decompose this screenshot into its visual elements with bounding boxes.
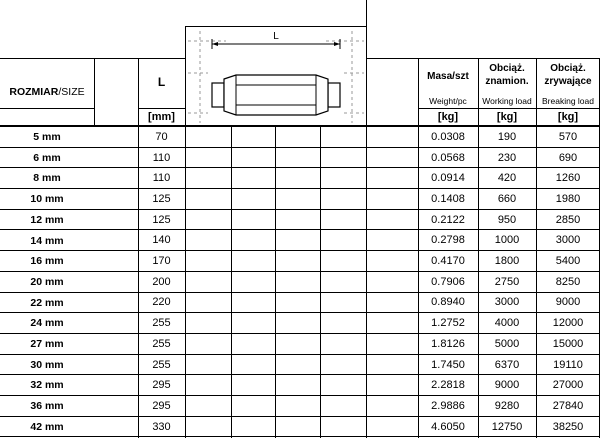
working-load-cell: 230 bbox=[497, 151, 517, 164]
size-header bbox=[0, 84, 94, 100]
size-cell: 36 mm bbox=[30, 400, 64, 413]
length-cell: 110 bbox=[152, 172, 171, 185]
size-cell: 16 mm bbox=[30, 255, 64, 268]
working-load-cell: 420 bbox=[497, 172, 517, 185]
size-cell: 24 mm bbox=[30, 317, 64, 330]
mass-cell: 0.2122 bbox=[431, 213, 465, 226]
length-cell: 70 bbox=[155, 130, 168, 143]
mass-cell: 1.2752 bbox=[431, 317, 465, 330]
breaking-load-cell: 1980 bbox=[555, 192, 581, 205]
size-cell: 8 mm bbox=[33, 172, 61, 185]
bl-header-line1: Obciąż. bbox=[550, 63, 586, 74]
table-row bbox=[0, 313, 600, 334]
size-cell: 5 mm bbox=[33, 131, 61, 144]
mass-cell: 0.0308 bbox=[431, 130, 465, 143]
length-cell: 200 bbox=[152, 275, 171, 288]
breaking-load-cell: 12000 bbox=[552, 317, 584, 330]
working-load-cell: 9280 bbox=[494, 399, 520, 412]
mass-subheader: Weight/pc bbox=[429, 95, 467, 106]
mass-cell: 0.0568 bbox=[431, 151, 465, 164]
breaking-load-cell: 3000 bbox=[555, 234, 581, 247]
size-cell: 12 mm bbox=[30, 213, 64, 226]
length-cell: 170 bbox=[152, 255, 171, 268]
breaking-load-cell: 8250 bbox=[555, 275, 581, 288]
size-cell: 6 mm bbox=[33, 151, 61, 164]
bl-subheader: Breaking load bbox=[542, 95, 594, 106]
mass-cell: 0.1408 bbox=[431, 192, 465, 205]
table-row bbox=[0, 231, 600, 252]
table-row bbox=[0, 396, 600, 417]
table-row bbox=[0, 148, 600, 169]
size-cell: 22 mm bbox=[30, 296, 64, 309]
table-row bbox=[0, 210, 600, 231]
working-load-cell: 660 bbox=[497, 192, 517, 205]
wl-header-line1: Obciąż. bbox=[489, 63, 525, 74]
breaking-load-cell: 27840 bbox=[552, 399, 584, 412]
working-load-cell: 12750 bbox=[491, 420, 523, 433]
wl-subheader: Working load bbox=[482, 95, 532, 106]
size-cell: 32 mm bbox=[30, 379, 64, 392]
length-cell: 330 bbox=[152, 420, 171, 433]
working-load-cell: 1000 bbox=[494, 234, 520, 247]
size-cell: 27 mm bbox=[30, 338, 64, 351]
length-cell: 125 bbox=[152, 192, 171, 205]
working-load-cell: 1800 bbox=[494, 255, 520, 268]
breaking-load-cell: 27000 bbox=[552, 379, 584, 392]
working-load-cell: 4000 bbox=[494, 317, 520, 330]
working-load-cell: 9000 bbox=[494, 379, 520, 392]
table-row bbox=[0, 334, 600, 355]
size-cell: 20 mm bbox=[30, 275, 64, 288]
mass-cell: 4.6050 bbox=[431, 420, 465, 433]
length-header: L bbox=[157, 75, 166, 89]
working-load-cell: 3000 bbox=[494, 296, 520, 309]
length-unit: [mm] bbox=[148, 110, 175, 123]
size-header-bold: ROZMIAR bbox=[9, 85, 59, 98]
bl-header-line2: zrywające bbox=[544, 76, 592, 87]
table-row bbox=[0, 417, 600, 438]
mass-cell: 2.9886 bbox=[431, 399, 465, 412]
header-top-border-right bbox=[366, 58, 600, 59]
table-row bbox=[0, 375, 600, 396]
table-row bbox=[0, 189, 600, 210]
breaking-load-cell: 690 bbox=[558, 151, 578, 164]
length-cell: 125 bbox=[152, 213, 171, 226]
breaking-load-cell: 15000 bbox=[552, 337, 584, 350]
breaking-load-cell: 19110 bbox=[553, 358, 583, 371]
breaking-load-cell: 9000 bbox=[555, 296, 581, 309]
col-border-94 bbox=[94, 58, 95, 126]
mass-cell: 0.0914 bbox=[431, 172, 465, 185]
mass-cell: 1.7450 bbox=[431, 358, 465, 371]
length-cell: 140 bbox=[152, 234, 171, 247]
drawing-dimension-label: L bbox=[273, 31, 279, 42]
header-top-border-left bbox=[0, 58, 185, 59]
size-header-rest: /SIZE bbox=[58, 85, 85, 98]
table-row bbox=[0, 293, 600, 314]
size-cell: 14 mm bbox=[30, 234, 64, 247]
row-divider bbox=[0, 436, 600, 437]
bl-unit: [kg] bbox=[557, 110, 579, 123]
length-cell: 295 bbox=[152, 379, 171, 392]
table-row bbox=[0, 168, 600, 189]
length-cell: 295 bbox=[152, 399, 171, 412]
breaking-load-cell: 5400 bbox=[555, 255, 581, 268]
breaking-load-cell: 570 bbox=[558, 130, 578, 143]
breaking-load-cell: 38250 bbox=[552, 420, 584, 433]
breaking-load-cell: 2850 bbox=[555, 213, 581, 226]
size-cell: 10 mm bbox=[30, 193, 64, 206]
working-load-cell: 6370 bbox=[494, 358, 520, 371]
size-cell: 42 mm bbox=[30, 420, 64, 433]
working-load-cell: 5000 bbox=[494, 337, 520, 350]
length-cell: 255 bbox=[152, 337, 171, 350]
mass-cell: 2.2818 bbox=[431, 379, 465, 392]
length-cell: 220 bbox=[152, 296, 171, 309]
table-row bbox=[0, 251, 600, 272]
mass-cell: 0.8940 bbox=[431, 296, 465, 309]
mass-unit: [kg] bbox=[437, 110, 459, 123]
table-row bbox=[0, 272, 600, 293]
working-load-cell: 950 bbox=[497, 213, 517, 226]
working-load-cell: 2750 bbox=[494, 275, 520, 288]
mass-cell: 0.2798 bbox=[431, 234, 465, 247]
length-cell: 255 bbox=[152, 358, 171, 371]
breaking-load-cell: 1260 bbox=[555, 172, 581, 185]
mass-cell: 0.4170 bbox=[431, 255, 465, 268]
wl-unit: [kg] bbox=[496, 110, 518, 123]
wl-header-line2: znamion. bbox=[485, 76, 529, 87]
length-cell: 255 bbox=[152, 317, 171, 330]
mass-cell: 0.7906 bbox=[431, 275, 465, 288]
mass-cell: 1.8126 bbox=[431, 337, 465, 350]
table-row bbox=[0, 355, 600, 376]
header-sep-left bbox=[0, 108, 94, 109]
size-cell: 30 mm bbox=[30, 358, 64, 371]
table-row bbox=[0, 127, 600, 148]
length-cell: 110 bbox=[152, 151, 171, 164]
working-load-cell: 190 bbox=[497, 130, 517, 143]
mass-header: Masa/szt bbox=[427, 71, 469, 82]
